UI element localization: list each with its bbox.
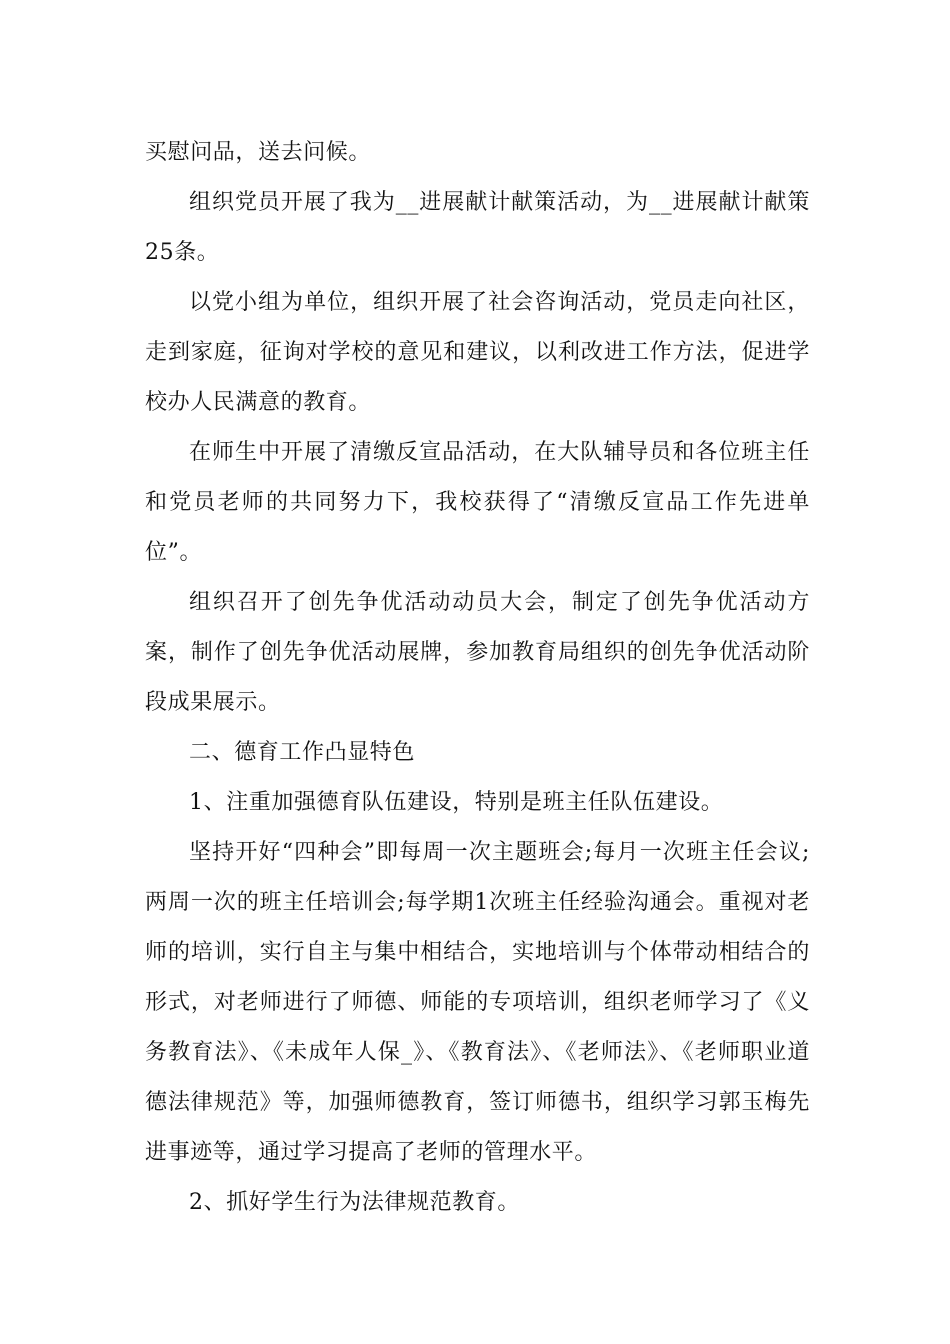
section-heading-moral-education: 二、德育工作凸显特色: [189, 740, 416, 765]
paragraph-consultation: 以党小组为单位，组织开展了社会咨询活动，党员走向社区，走到家庭，征询对学校的意见和建议，以利改进工作方法，促进学校办人民满意的教育。: [145, 290, 810, 415]
subheading-team-building: 1、注重加强德育队伍建设，特别是班主任队伍建设。: [189, 790, 724, 815]
paragraph-excellence-campaign: 组织召开了创先争优活动动员大会，制定了创先争优活动方案，制作了创先争优活动展牌，参加教育局组织的创先争优活动阶段成果展示。: [145, 590, 810, 715]
paragraph-continuation: 买慰问品，送去问候。: [145, 140, 372, 165]
subheading-student-conduct: 2、抓好学生行为法律规范教育。: [189, 1190, 520, 1215]
document-body: [145, 128, 810, 1228]
paragraph-reactionary-materials: 在师生中开展了清缴反宣品活动，在大队辅导员和各位班主任和党员老师的共同努力下，我校获得了“清缴反宣品工作先进单位”。: [145, 440, 810, 565]
paragraph-meetings-training: 坚持开好“四种会”即每周一次主题班会;每月一次班主任会议;两周一次的班主任培训会;每学期1次班主任经验沟通会。重视对老师的培训，实行自主与集中相结合，实地培训与个体带动相结合的形式，对老师进行了师德、师能的专项培训，组织老师学习了《义务教育法》、《未成年人保_》、《教育法》、《老师法》、《老师职业道德法律规范》等，加强师德教育，签订师德书，组织学习郭玉梅先进事迹等，通过学习提高了老师的管理水平。: [145, 840, 810, 1165]
paragraph-suggestions: 组织党员开展了我为__进展献计献策活动，为__进展献计献策25条。: [145, 190, 810, 265]
